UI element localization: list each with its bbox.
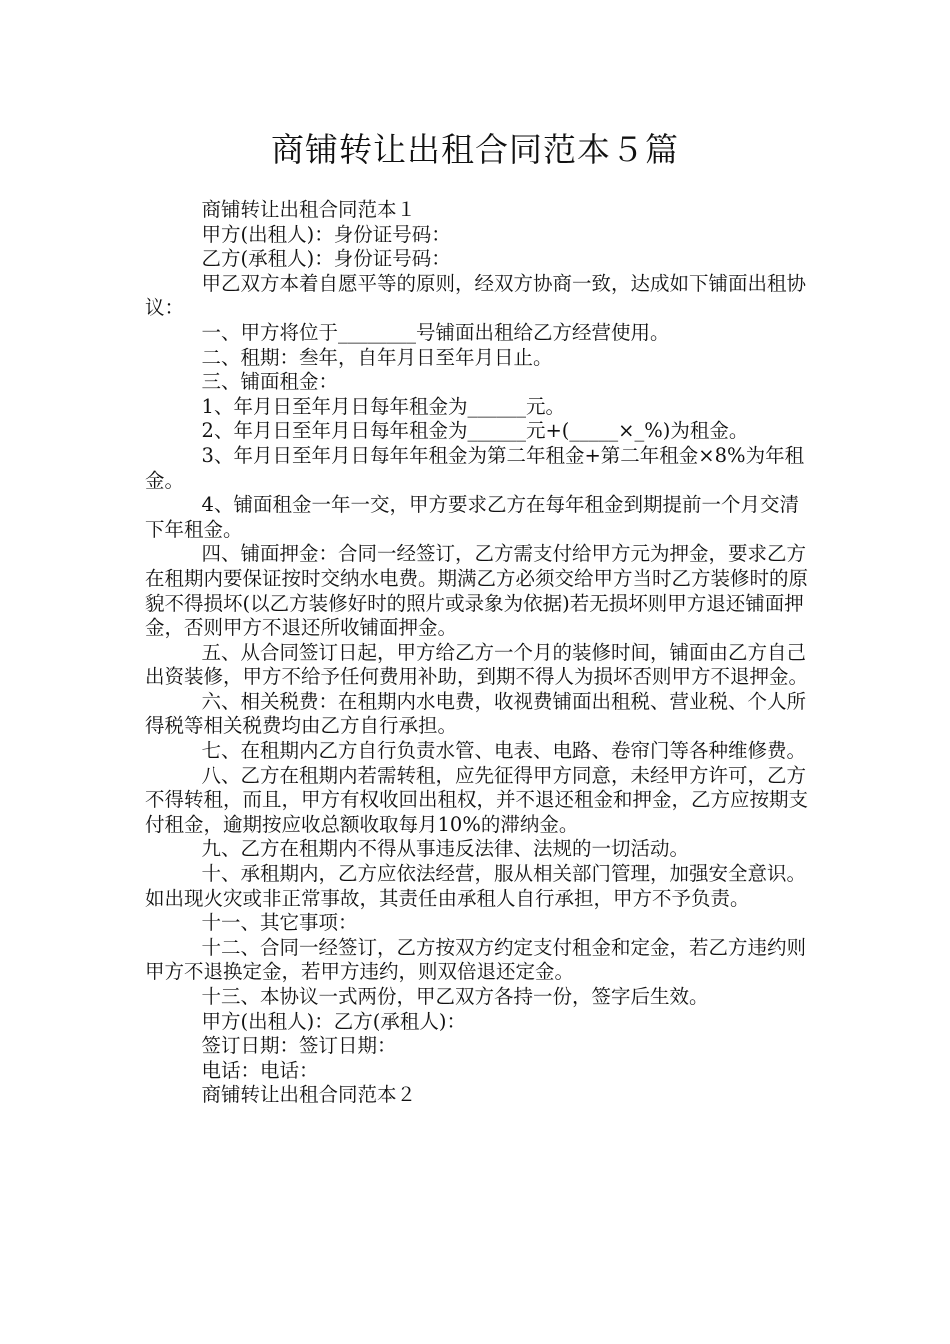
paragraph: 三、铺面租金： (201, 370, 339, 394)
paragraph: 四、铺面押金：合同一经签订，乙方需支付给甲方元为押金，要求乙方在租期内要保证按时交纳水电费。期满乙方必须交给甲方当时乙方装修时的原貌不得损坏(以乙方装修好时的照片或录象为依据)若无损坏则甲方退还铺面押金，否则甲方不退还所收铺面押金。 (145, 542, 809, 640)
paragraph: 3、年月日至年月日每年年租金为第二年租金+第二年租金×8%为年租金。 (145, 443, 805, 492)
paragraph: 2、年月日至年月日每年租金为______元+(_____×_%)为租金。 (201, 419, 749, 443)
paragraph: 1、年月日至年月日每年租金为______元。 (201, 394, 565, 418)
paragraph: 十三、本协议一式两份，甲乙双方各持一份，签字后生效。 (201, 985, 709, 1008)
paragraph: 签订日期：签订日期： (201, 1034, 397, 1058)
paragraph: 二、租期：叁年，自年月日至年月日止。 (201, 345, 553, 369)
paragraph: 乙方(承租人)：身份证号码： (201, 247, 451, 271)
paragraph: 六、相关税费：在租期内水电费，收视费铺面出租税、营业税、个人所得税等相关税费均由乙方自行承担。 (145, 689, 807, 738)
paragraph: 甲乙双方本着自愿平等的原则，经双方协商一致，达成如下铺面出租协议： (145, 271, 807, 320)
paragraph: 八、乙方在租期内若需转租，应先征得甲方同意，未经甲方许可，乙方不得转租，而且，甲方有权收回出租权，并不退还租金和押金，乙方应按期支付租金，逾期按应收总额收取每月10%的滞纳金。 (145, 763, 809, 836)
paragraph: 甲方(出租人)：乙方(承租人)： (201, 1009, 466, 1033)
paragraph: 十、承租期内，乙方应依法经营，服从相关部门管理，加强安全意识。如出现火灾或非正常事故，其责任由承租人自行承担，甲方不予负责。 (145, 862, 807, 910)
paragraph: 电话：电话： (201, 1058, 319, 1082)
document-title: 商铺转让出租合同范本５篇 (271, 130, 679, 169)
paragraph: 十一、其它事项： (201, 911, 358, 935)
paragraph: 甲方(出租人)：身份证号码： (201, 222, 451, 246)
document-body (145, 198, 810, 1108)
paragraph: 七、在租期内乙方自行负责水管、电表、电路、卷帘门等各种维修费。 (201, 739, 807, 763)
paragraph: 商铺转让出租合同范本２ (201, 1083, 417, 1107)
paragraph: 4、铺面租金一年一交，甲方要求乙方在每年租金到期提前一个月交清下年租金。 (145, 493, 799, 541)
paragraph: 九、乙方在租期内不得从事违反法律、法规的一切活动。 (201, 837, 690, 861)
paragraph: 一、甲方将位于________号铺面出租给乙方经营使用。 (201, 320, 670, 344)
paragraph: 商铺转让出租合同范本１ (201, 198, 417, 221)
paragraph: 十二、合同一经签订，乙方按双方约定支付租金和定金，若乙方违约则甲方不退换定金，若甲方违约，则双倍退还定金。 (145, 935, 807, 984)
paragraph: 五、从合同签订日起，甲方给乙方一个月的装修时间，铺面由乙方自己出资装修，甲方不给予任何费用补助，到期不得人为损坏否则甲方不退押金。 (145, 640, 809, 689)
